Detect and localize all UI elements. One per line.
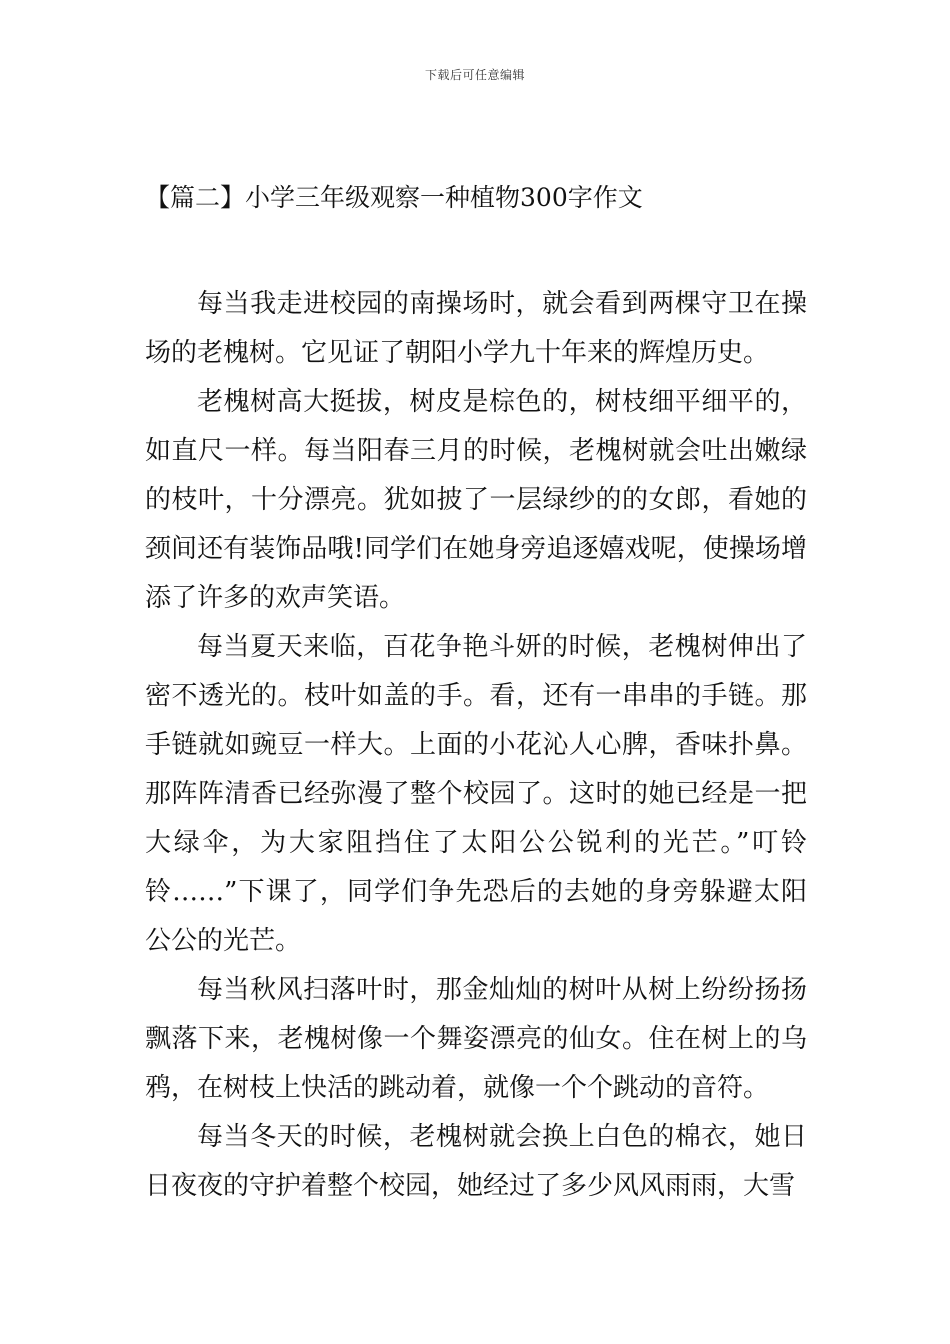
paragraph-3: 每当夏天来临，百花争艳斗妍的时候，老槐树伸出了密不透光的。枝叶如盖的手。看，还有一串串的手链。那手链就如豌豆一样大。上面的小花沁人心脾，香味扑鼻。那阵阵清香已经弥漫了整个校园了。这时的她已经是一把大绿伞，为大家阻挡住了太阳公公锐利的光芒。”叮铃铃……”下课了，同学们争先恐后的去她的身旁躲避太阳公公的光芒。: [145, 632, 807, 956]
paragraph-2: 老槐树高大挺拔，树皮是棕色的，树枝细平细平的，如直尺一样。每当阳春三月的时候，老槐树就会吐出嫩绿的枝叶，十分漂亮。犹如披了一层绿纱的的女郎，看她的颈间还有装饰品哦!同学们在她身旁追逐嬉戏呢，使操场增添了许多的欢声笑语。: [145, 387, 807, 613]
document-body: [145, 280, 807, 1211]
paragraph-4: 每当秋风扫落叶时，那金灿灿的树叶从树上纷纷扬扬飘落下来，老槐树像一个舞姿漂亮的仙女。住在树上的乌鸦，在树枝上快活的跳动着，就像一个个跳动的音符。: [145, 975, 807, 1103]
document-title: 【篇二】小学三年级观察一种植物300字作文: [145, 183, 643, 212]
paragraph-1: 每当我走进校园的南操场时，就会看到两棵守卫在操场的老槐树。它见证了朝阳小学九十年来的辉煌历史。: [145, 289, 807, 368]
header-note: 下载后可任意编辑: [424, 68, 525, 82]
paragraph-5: 每当冬天的时候，老槐树就会换上白色的棉衣，她日日夜夜的守护着整个校园，她经过了多少风风雨雨，大雪: [145, 1122, 807, 1201]
